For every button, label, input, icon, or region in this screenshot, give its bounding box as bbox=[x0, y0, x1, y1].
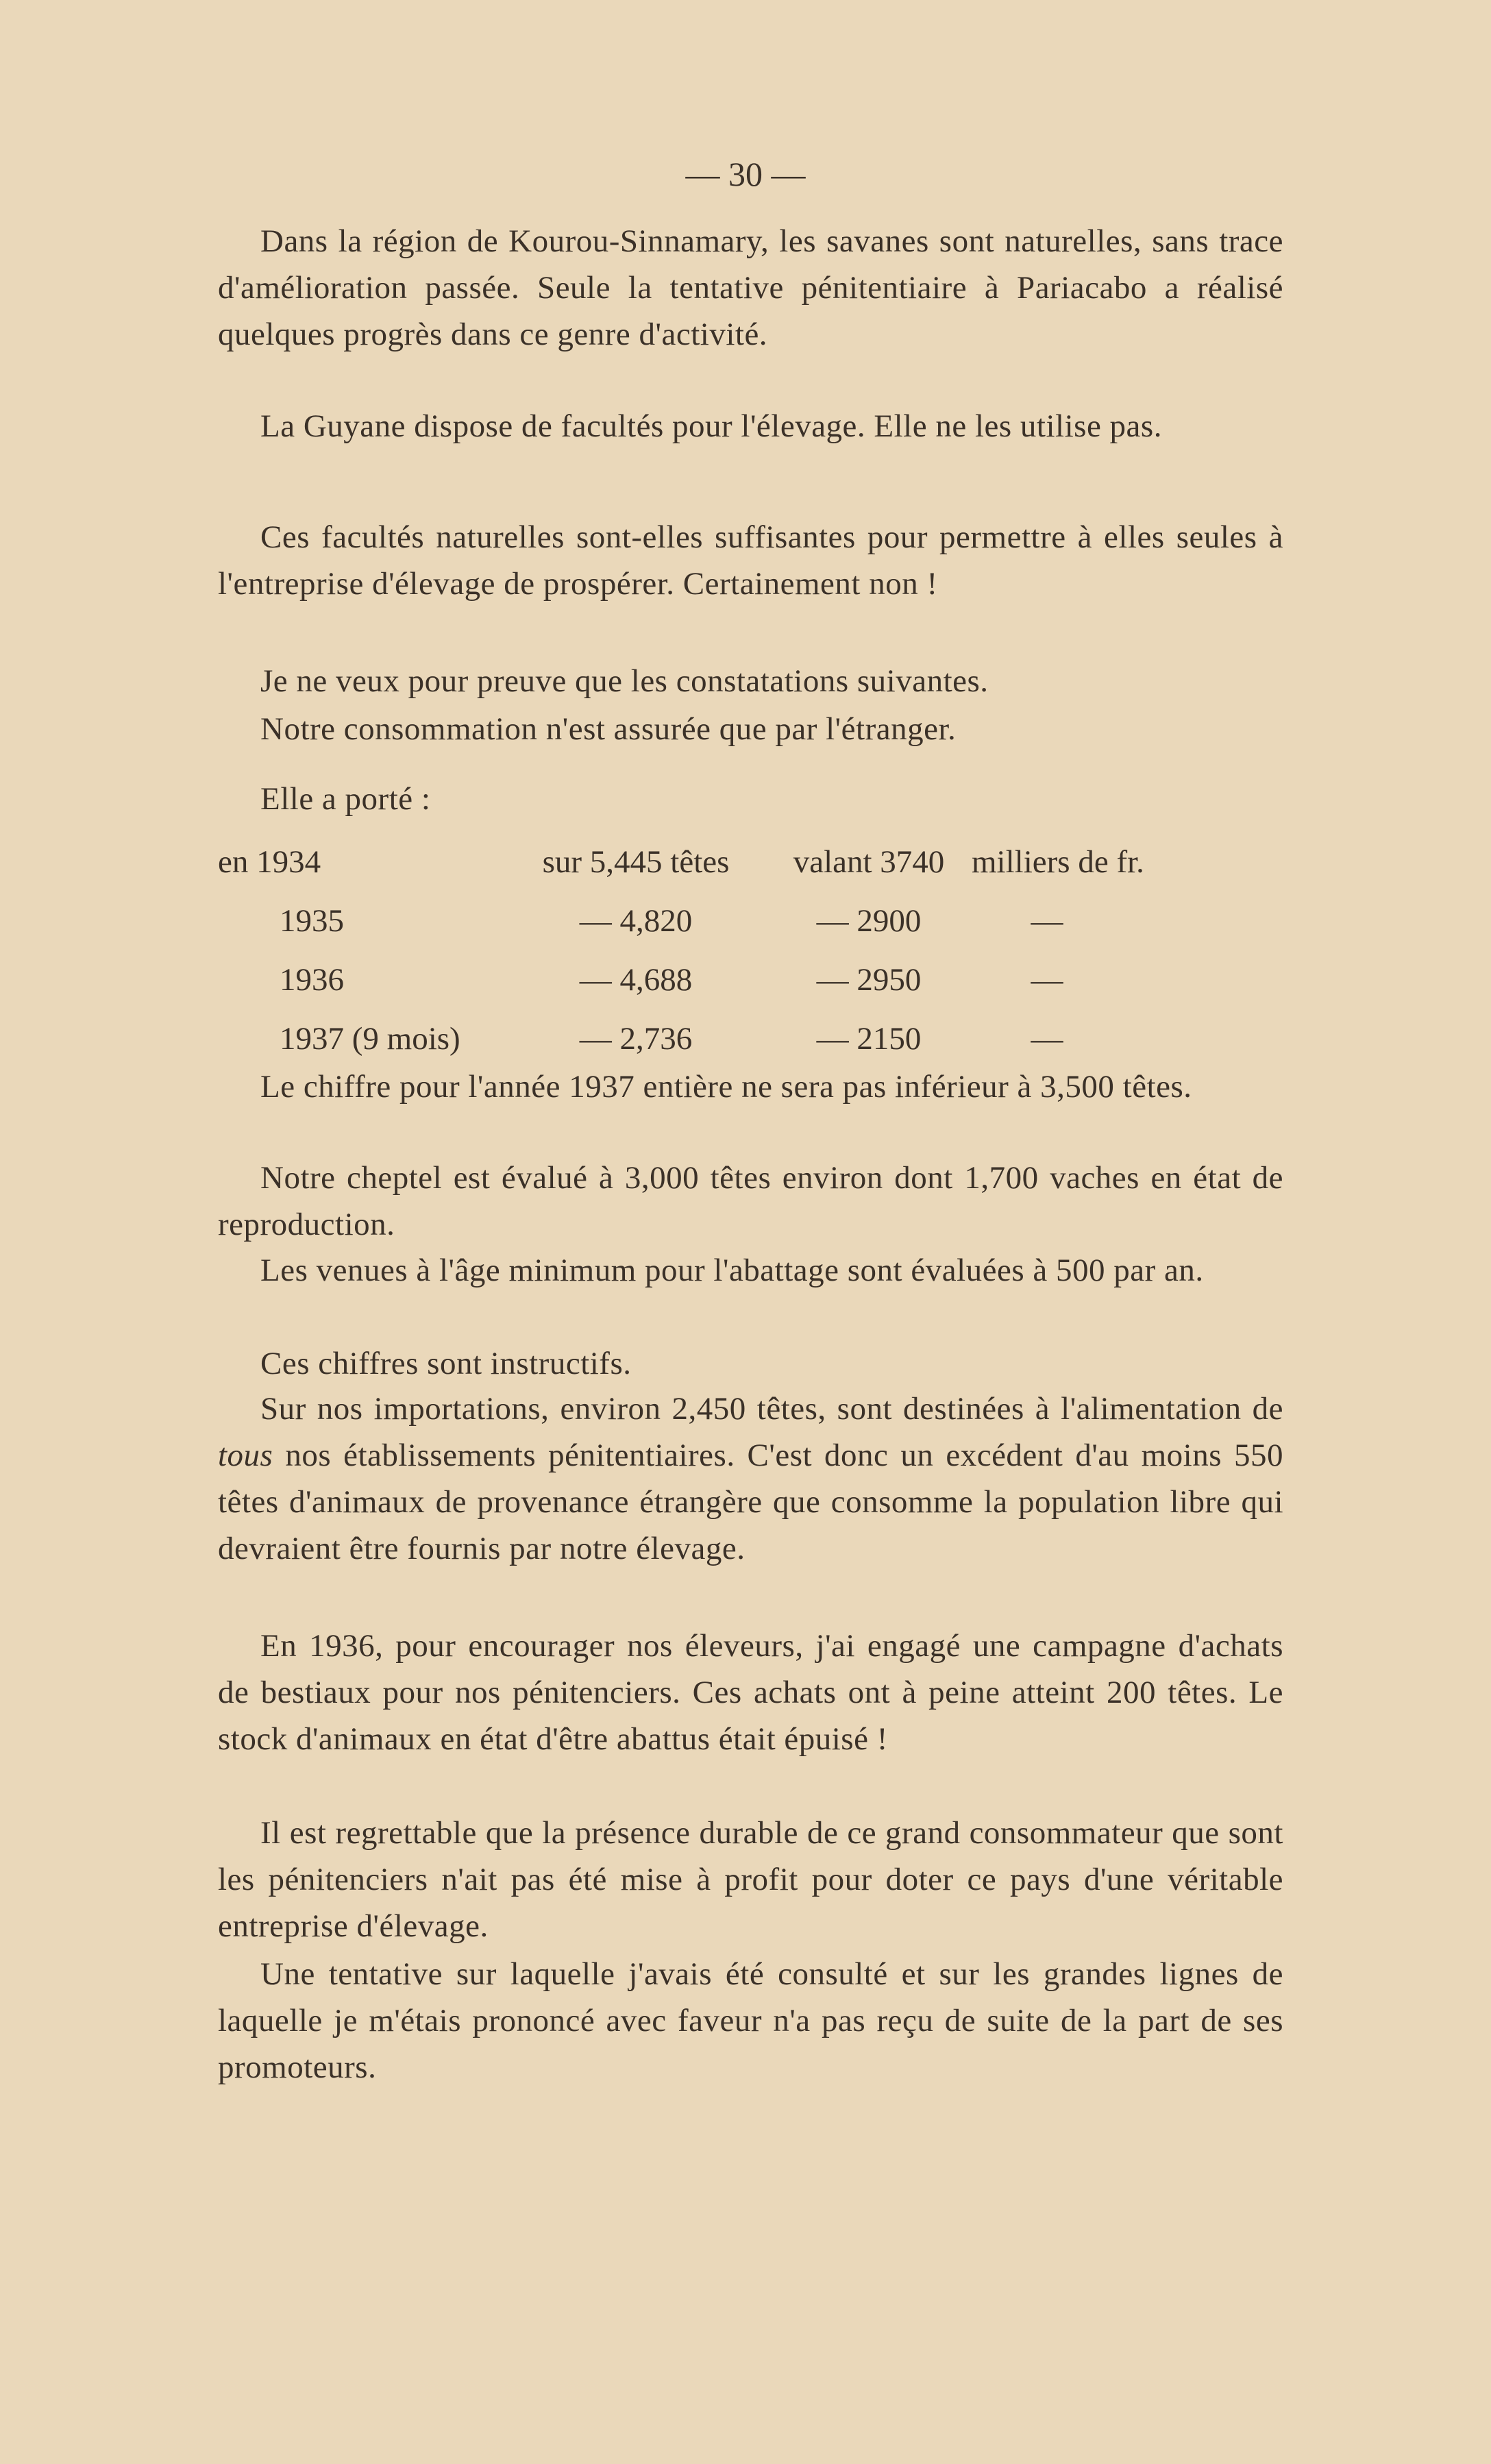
heads-cell: — 2,736 bbox=[579, 1021, 693, 1057]
table-row bbox=[218, 833, 1283, 891]
paragraph-2: La Guyane dispose de facultés pour l'élevage. Elle ne les utilise pas. bbox=[260, 408, 1162, 444]
unit-cell: — bbox=[1031, 1021, 1063, 1057]
paragraph-3: Ces facultés naturelles sont-elles suffisantes pour permettre à elles seules à l'entreprise d'élevage de prospérer. Certainement non ! bbox=[218, 519, 1283, 602]
year-cell: 1935 bbox=[280, 903, 344, 939]
paragraph-14: Une tentative sur laquelle j'avais été consulté et sur les grandes lignes de laquelle je m'étais prononcé avec faveur n'a pas reçu de suite de la part de ses promoteurs. bbox=[218, 1956, 1283, 2085]
heads-cell: — 4,688 bbox=[579, 962, 693, 998]
import-table bbox=[218, 833, 1283, 1068]
page-number: — 30 — bbox=[685, 155, 806, 193]
year-cell: en 1934 bbox=[218, 844, 321, 880]
paragraph-13: Il est regrettable que la présence durable de ce grand consommateur que sont les pénitenciers n'ait pas été mise à profit pour doter ce pays d'une véritable entreprise d'élevage. bbox=[218, 1815, 1283, 1944]
value-cell: — 2900 bbox=[816, 903, 922, 939]
paragraph-5: Notre consommation n'est assurée que par l'étranger. bbox=[260, 711, 957, 747]
paragraph-11: Sur nos importations, environ 2,450 têtes, sont destinées à l'alimentation de tous nos établissements pénitentiaires. C'est donc un excédent d'au moins 550 têtes d'animaux de provenance étrangère que consomme la population libre qui devraient être fournis par notre élevage. bbox=[218, 1391, 1283, 1566]
paragraph-8: Notre cheptel est évalué à 3,000 têtes environ dont 1,700 vaches en état de reproduction. bbox=[218, 1160, 1283, 1242]
table-row bbox=[218, 1009, 1283, 1068]
value-cell: valant 3740 bbox=[793, 844, 945, 880]
paragraph-9: Les venues à l'âge minimum pour l'abattage sont évaluées à 500 par an. bbox=[260, 1253, 1204, 1288]
unit-cell: milliers de fr. bbox=[972, 844, 1144, 880]
heads-cell: sur 5,445 têtes bbox=[542, 844, 730, 880]
heads-cell: — 4,820 bbox=[579, 903, 693, 939]
unit-cell: — bbox=[1031, 962, 1063, 998]
year-cell: 1937 (9 mois) bbox=[280, 1021, 460, 1057]
table-row bbox=[218, 891, 1283, 950]
paragraph-7: Le chiffre pour l'année 1937 entière ne sera pas inférieur à 3,500 têtes. bbox=[260, 1069, 1192, 1105]
paragraph-6: Elle a porté : bbox=[260, 781, 431, 817]
value-cell: — 2150 bbox=[816, 1021, 922, 1057]
value-cell: — 2950 bbox=[816, 962, 922, 998]
table-row bbox=[218, 950, 1283, 1009]
emphasis: tous bbox=[218, 1438, 273, 1473]
paragraph-1: Dans la région de Kourou-Sinnamary, les savanes sont naturelles, sans trace d'amélioration passée. Seule la tentative pénitentiaire à Pariacabo a réalisé quelques progrès dans ce genre d'activité. bbox=[218, 223, 1283, 352]
paragraph-10: Ces chiffres sont instructifs. bbox=[260, 1346, 632, 1381]
unit-cell: — bbox=[1031, 903, 1063, 939]
year-cell: 1936 bbox=[280, 962, 344, 998]
paragraph-12: En 1936, pour encourager nos éleveurs, j'ai engagé une campagne d'achats de bestiaux pour nos pénitenciers. Ces achats ont à peine atteint 200 têtes. Le stock d'animaux en état d'être abattus était épuisé ! bbox=[218, 1628, 1283, 1757]
paragraph-4: Je ne veux pour preuve que les constatations suivantes. bbox=[260, 663, 989, 699]
